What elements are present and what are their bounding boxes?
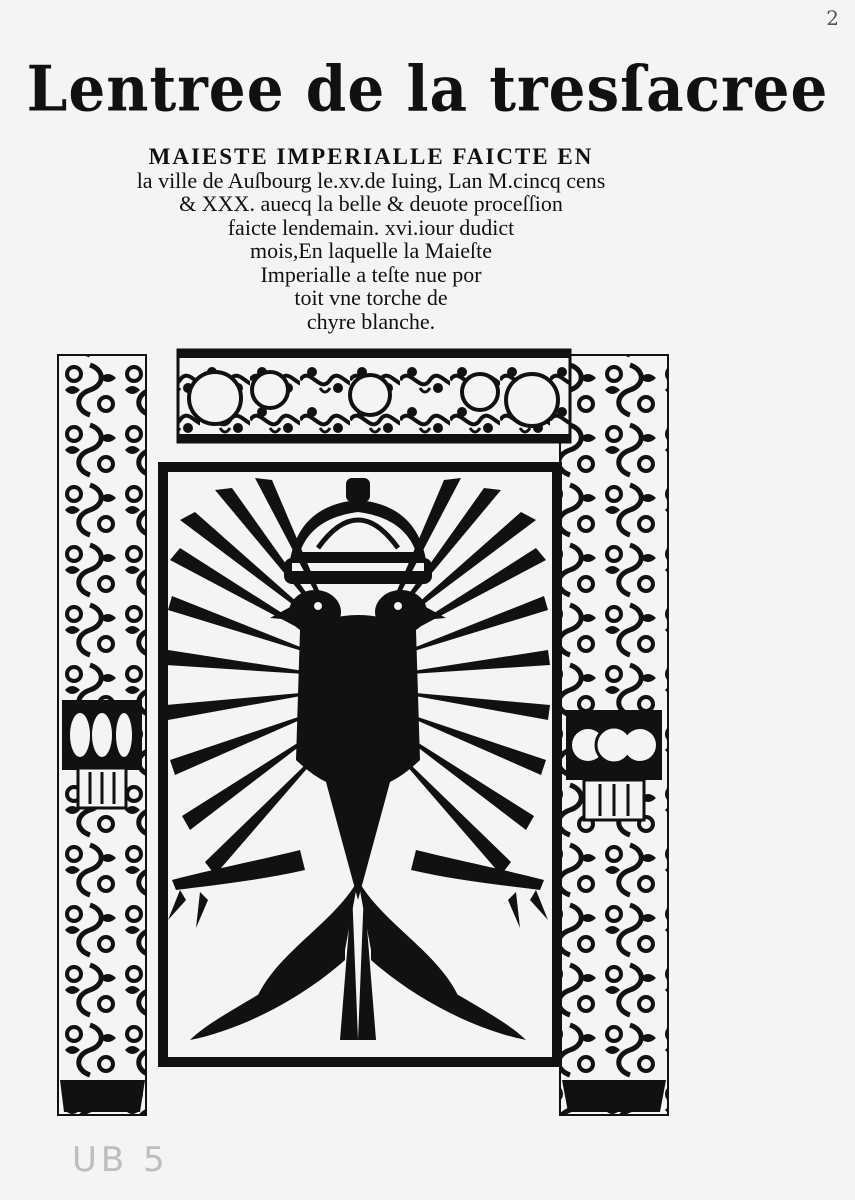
handwritten-shelfmark: UB 5 bbox=[72, 1140, 169, 1180]
subtitle-line: la ville de Auſbourg le.xv.de Iuing, Lan M.cincq cens bbox=[136, 167, 606, 193]
page-title: Lentree de la tresſacree bbox=[26, 52, 829, 126]
top-frieze bbox=[178, 350, 570, 442]
left-border-column bbox=[58, 355, 146, 1115]
subtitle-line: chyre blanche. bbox=[306, 308, 436, 334]
subtitle-line: mois,En laquelle la Maieſte bbox=[250, 238, 492, 263]
subtitle-line: MAIESTE IMPERIALLE FAICTE EN bbox=[148, 144, 594, 169]
right-border-column bbox=[560, 355, 668, 1115]
subtitle-line: toit vne torche de bbox=[294, 285, 448, 310]
page-number: 2 bbox=[826, 6, 839, 30]
subtitle-line: & XXX. auecq la belle & deuote proceſſion bbox=[179, 191, 563, 216]
subtitle-line: faicte lendemain. xvi.iour dudict bbox=[227, 214, 515, 240]
subtitle-line: Imperialle a teſte nue por bbox=[260, 261, 482, 287]
eagle-panel bbox=[158, 462, 562, 1067]
